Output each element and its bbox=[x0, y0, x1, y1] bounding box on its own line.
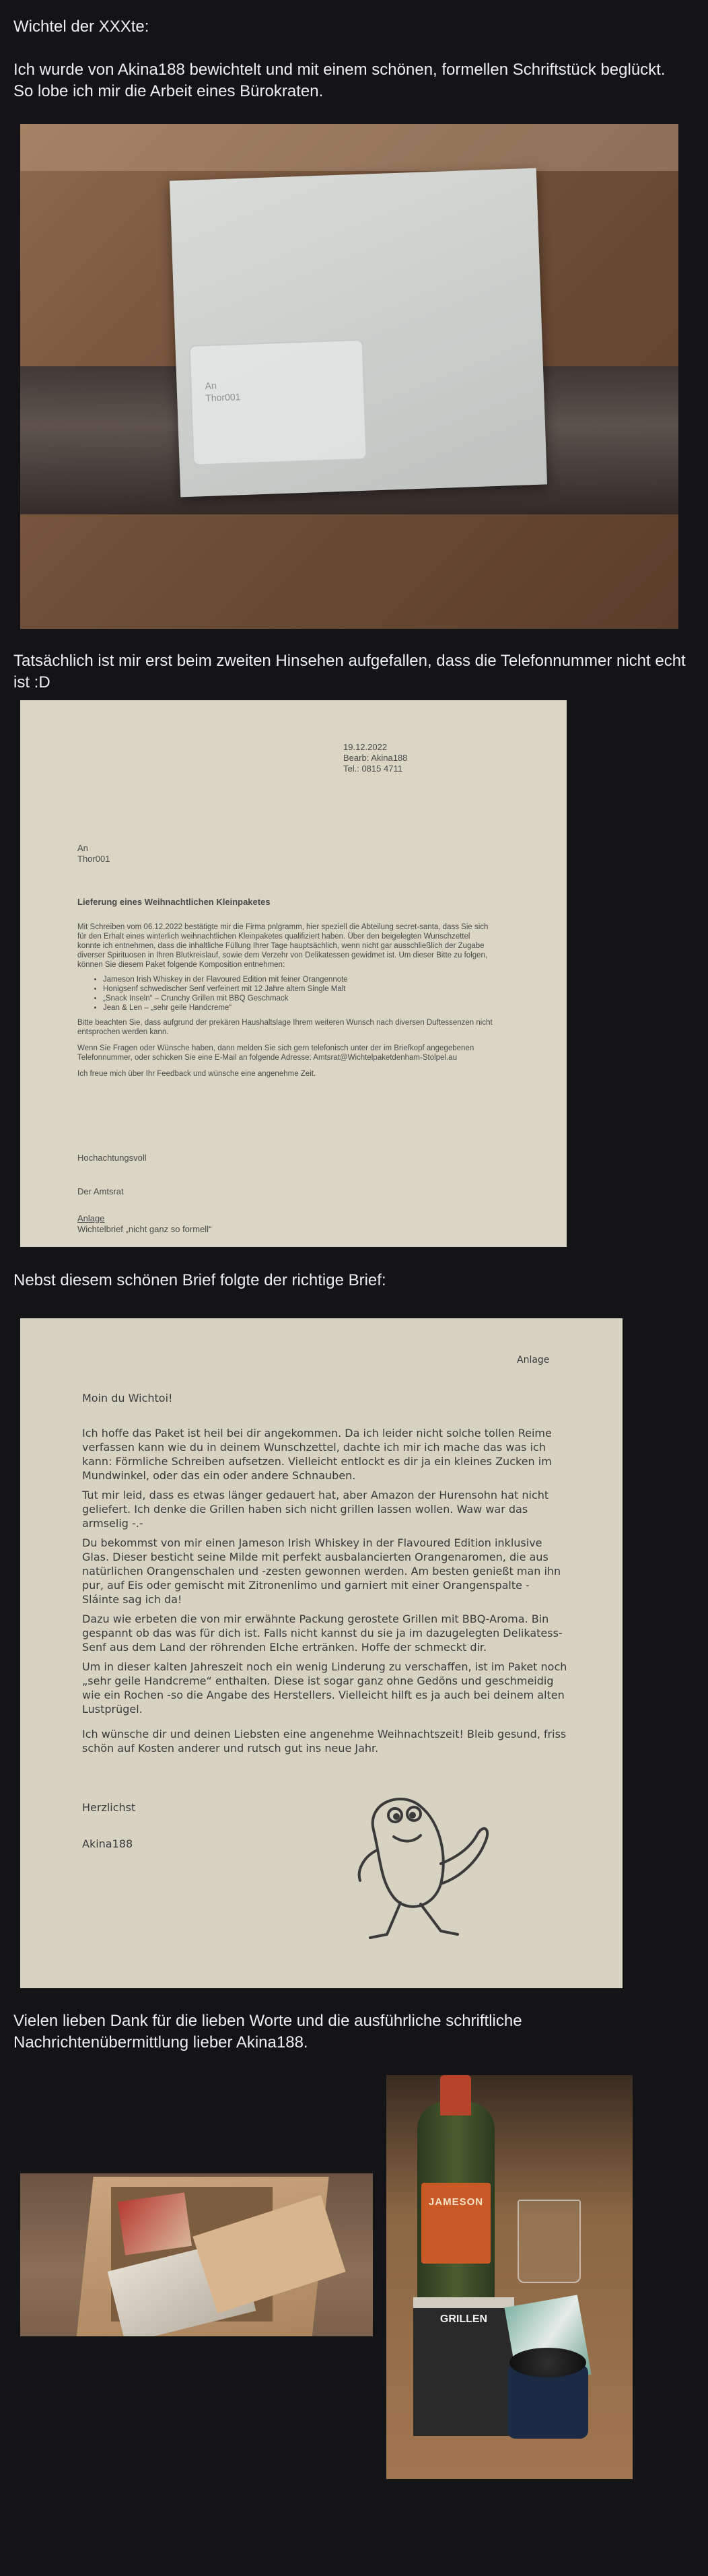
packing-tape bbox=[20, 124, 678, 171]
letter-recipient: An Thor001 bbox=[77, 843, 110, 864]
letter-paragraph: Dazu wie erbeten die von mir erwähnte Packung gerostete Grillen mit BBQ-Aroma. Bin gespannt ob das was für dich ist. Falls nicht kannst du sie ja im dazugelegten Delikatess-Senf aus dem Land der röhrenden Elche ertränken. Hoffe der schmeckt dir. bbox=[82, 1613, 563, 1654]
post-intro: Ich wurde von Akina188 bewichtelt und mit einem schönen, formellen Schriftstück beglückt. So lobe ich mir die Arbeit eines Bürokraten. bbox=[13, 61, 666, 100]
letter-paragraph: Ich hoffe das Paket ist heil bei dir angekommen. Da ich leider nicht solche tollen Reime verfassen kann wie du in deinem Wunschzettel, dachte ich mir ich mache das was ich kann: Förmliche Schreiben aufsetzen. Vielleicht entlockt es dir ja ein kleines Zucken im Mundwinkel, oder das ein oder andere Schnauben. bbox=[82, 1427, 552, 1482]
letter-signature: Akina188 bbox=[82, 1837, 133, 1850]
caption-phone: Tatsächlich ist mir erst beim zweiten Hinsehen aufgefallen, dass die Telefonnummer nicht echt ist :D bbox=[13, 652, 686, 691]
letter-header bbox=[343, 742, 518, 774]
whiskey-glass bbox=[518, 2200, 581, 2283]
letter-paragraph: Du bekommst von mir einen Jameson Irish Whiskey in der Flavoured Edition inklusive Glas. Dieser besticht seine Milde mit perfekt ausbalancierten Orangenaromen, die aus natürlichen Orangenschalen und -zesten gewonnen werden. Am besten genießt man ihn pur, auf Eis oder gemischt mit Zitronenlimo und garniert mit einer Orangenspalte - Sláinte sag ich da! bbox=[82, 1536, 561, 1606]
letter-body bbox=[77, 922, 495, 1079]
letter-tel: Tel.: 0815 4711 bbox=[343, 764, 402, 774]
mustard-jar-lid bbox=[509, 2348, 586, 2377]
anlage-label: Anlage bbox=[517, 1355, 550, 1365]
letter-paragraph: Um in dieser kalten Jahreszeit noch ein wenig Linderung zu verschaffen, ist im Paket noch „sehr geile Handcreme“ enthalten. Diese ist sogar ganz ohne Gedöns und geschmeidig wie ein Rochen -so die Angabe des Herstellers. Vielleicht hilft es ja auch bei deinem alten Lustprügel. bbox=[82, 1660, 567, 1716]
list-item: • Honigsenf schwedischer Senf verfeinert mit 12 Jahre altem Single Malt bbox=[103, 984, 495, 994]
letter-greeting: Moin du Wichtoi! bbox=[82, 1392, 173, 1404]
post-thanks: Vielen lieben Dank für die lieben Worte und die ausführliche schriftliche Nachrichtenübermittlung lieber Akina188. bbox=[13, 2012, 522, 2052]
letter-sender: Bearb: Akina188 bbox=[343, 753, 408, 763]
gifts-photo[interactable] bbox=[386, 2075, 633, 2479]
pickle-doodle-icon bbox=[340, 1783, 515, 1944]
envelope bbox=[170, 168, 547, 498]
letter-date: 19.12.2022 bbox=[343, 742, 388, 752]
envelope-photo[interactable] bbox=[20, 124, 678, 629]
letter-attachment: Anlage Wichtelbrief „nicht ganz so formell“ bbox=[77, 1213, 212, 1234]
list-item: • Jean & Len – „sehr geile Handcreme“ bbox=[103, 1003, 495, 1013]
letter-item-list bbox=[77, 975, 495, 1013]
package-box-photo[interactable] bbox=[20, 2173, 373, 2336]
snack-pack bbox=[118, 2192, 192, 2255]
bottle-neck bbox=[440, 2075, 471, 2115]
handwritten-body bbox=[82, 1426, 568, 1755]
letter-closing: Herzlichst bbox=[82, 1801, 136, 1814]
post-heading: Wichtel der XXXte: bbox=[13, 18, 149, 36]
list-item: • „Snack Inseln“ – Crunchy Grillen mit BBQ Geschmack bbox=[103, 994, 495, 1003]
caption-real-letter: Nebst diesem schönen Brief folgte der richtige Brief: bbox=[13, 1271, 386, 1289]
list-item: • Jameson Irish Whiskey in der Flavoured Edition mit feiner Orangennote bbox=[103, 975, 495, 984]
formal-letter-photo[interactable] bbox=[20, 700, 567, 1247]
letter-subject: Lieferung eines Weihnachtlichen Kleinpaketes bbox=[77, 897, 271, 907]
letter-paragraph: Mit Schreiben vom 06.12.2022 bestätigte mir die Firma pnlgramm, hier speziell die Abteilung secret-santa, dass Sie sich für den Erhalt eines winterlich weihnachtlichen Kleinpaketes qualifiziert haben. Über den beigelegten Wunschzettel konnte ich entnehmen, dass die inhaltliche Füllung Ihrer Tage hauptsächlich, wenn nicht gar ausschließlich der Zugabe diverser Spirituosen in Ihren Blutkreislauf, sowie dem Verzehr von Delikatessen gewidmet ist. Um dieser Bitte zu folgen, können Sie diesem Paket folgende Komposition entnehmen: bbox=[77, 923, 489, 969]
envelope-address: An Thor001 bbox=[205, 380, 241, 403]
grillen-pack: GRILLEN bbox=[413, 2297, 514, 2436]
letter-paragraph: Tut mir leid, dass es etwas länger gedauert hat, aber Amazon der Hurensohn hat nicht geliefert. Ich denke die Grillen haben sich nicht grillen lassen wollen. Waw war das armselig -.- bbox=[82, 1489, 549, 1530]
letter-closing: Hochachtungsvoll bbox=[77, 1153, 147, 1163]
letter-paragraph: Bitte beachten Sie, dass aufgrund der prekären Haushaltslage Ihrem weiteren Wunsch nach diversen Duftessenzen nicht entsprochen werden kann. bbox=[77, 1019, 493, 1036]
bottle-label: JAMESON bbox=[421, 2183, 491, 2264]
envelope-window bbox=[189, 339, 367, 466]
letter-paragraph: Ich freue mich über Ihr Feedback und wünsche eine angenehme Zeit. bbox=[77, 1070, 316, 1078]
handwritten-letter-photo[interactable] bbox=[20, 1318, 623, 1988]
letter-paragraph: Ich wünsche dir und deinen Liebsten eine angenehme Weihnachtszeit! Bleib gesund, friss schön auf Kosten anderer und rutsch gut ins neue Jahr. bbox=[82, 1728, 567, 1755]
letter-paragraph: Wenn Sie Fragen oder Wünsche haben, dann melden Sie sich gern telefonisch unter der im Briefkopf angegebenen Telefonnummer, oder schicken Sie eine E-Mail an folgende Adresse: Amtsrat@Wichtelpaketdenham-Stolpel.au bbox=[77, 1044, 474, 1062]
letter-signature: Der Amtsrat bbox=[77, 1186, 124, 1196]
